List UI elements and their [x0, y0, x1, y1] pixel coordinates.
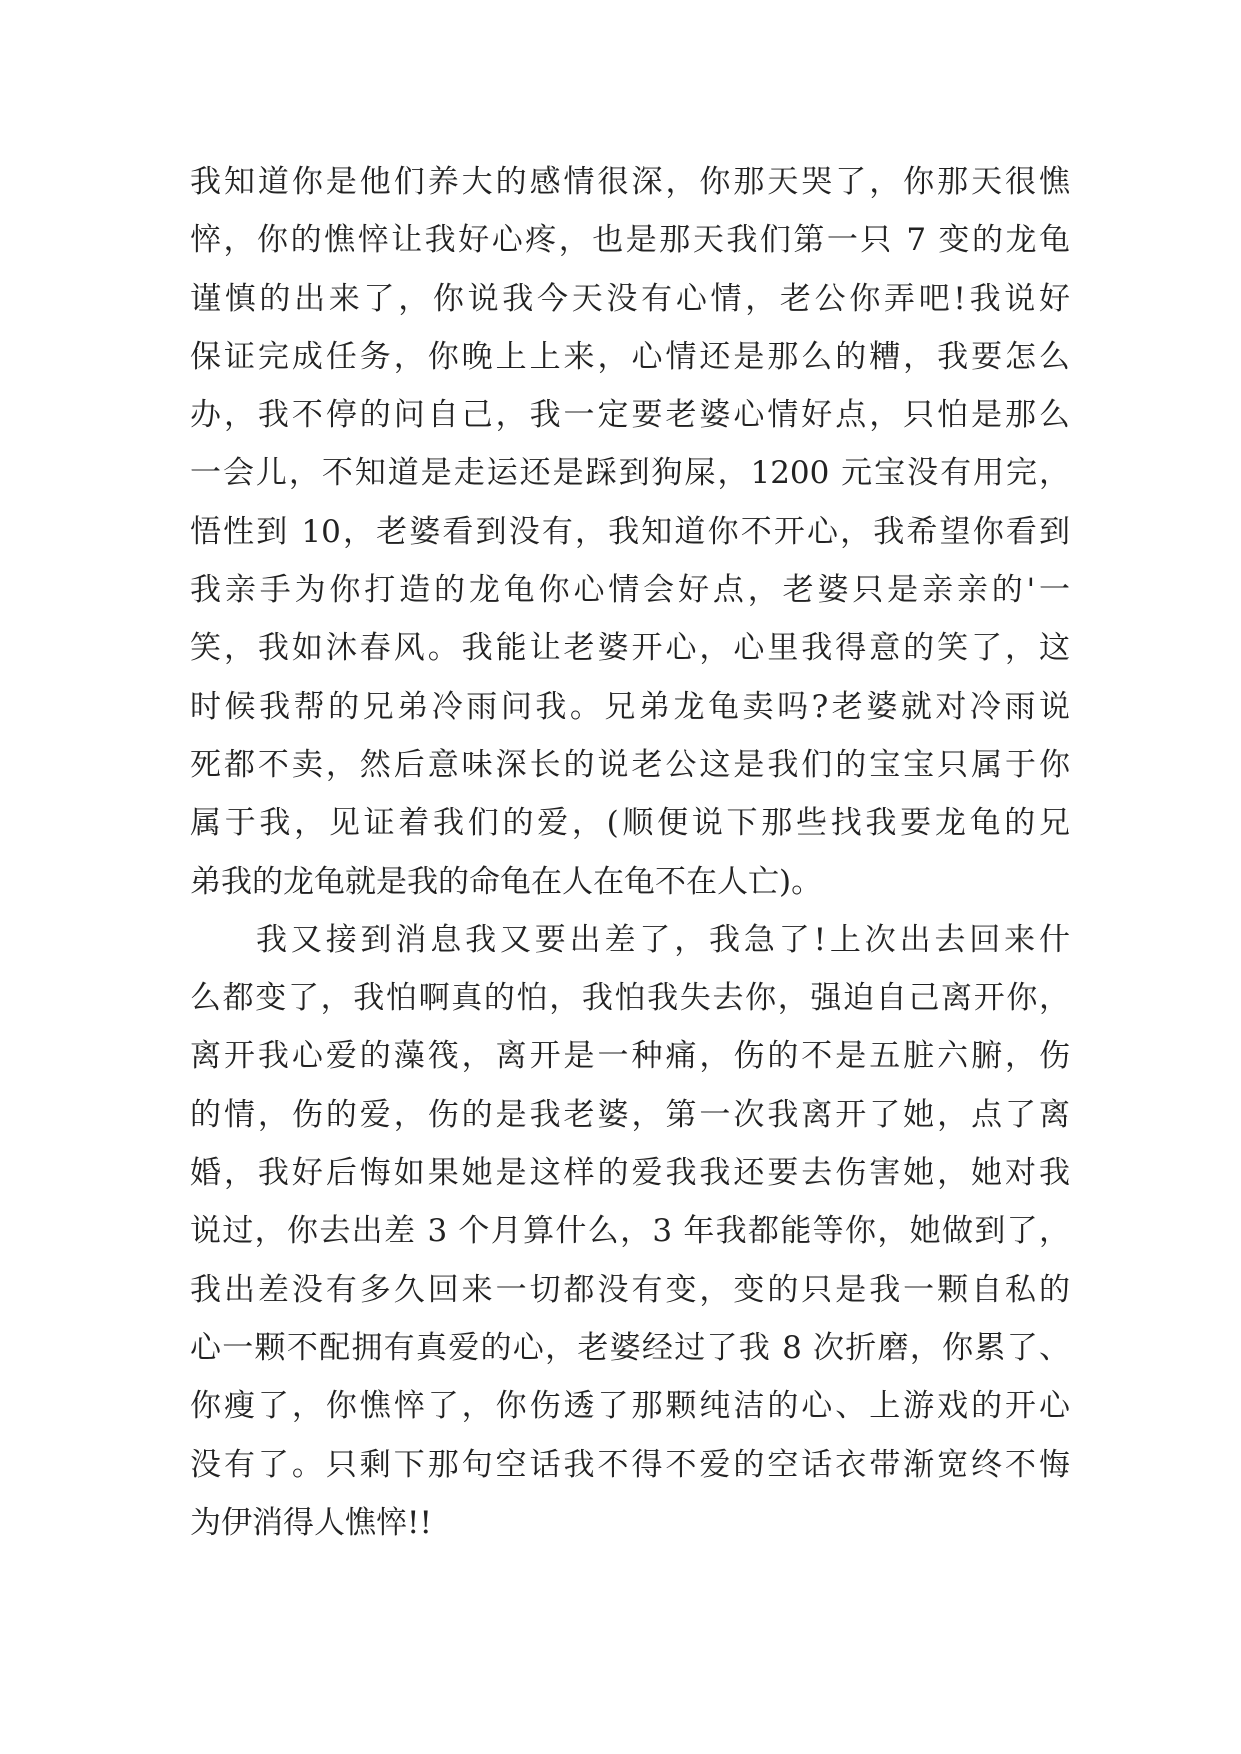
body-text [190, 162, 1070, 1561]
paragraph-2 [190, 920, 1070, 1561]
text-line: 离开我心爱的藻筏，离开是一种痛，伤的不是五脏六腑，伤 [190, 1038, 1070, 1075]
text-line: 的情，伤的爱，伤的是我老婆，第一次我离开了她，点了离 [190, 1096, 1070, 1133]
text-line: 悴，你的憔悴让我好心疼，也是那天我们第一只 7 变的龙龟 [190, 222, 1070, 259]
text-line: 谨慎的出来了，你说我今天没有心情，老公你弄吧!我说好 [190, 280, 1070, 317]
text-line: 婚，我好后悔如果她是这样的爱我我还要去伤害她，她对我 [190, 1155, 1070, 1192]
text-line: 办，我不停的问自己，我一定要老婆心情好点，只怕是那么 [190, 397, 1070, 434]
text-line: 一会儿，不知道是走运还是踩到狗屎，1200 元宝没有用完， [190, 455, 1070, 492]
text-line: 说过，你去出差 3 个月算什么，3 年我都能等你，她做到了， [190, 1213, 1070, 1250]
text-line: 时候我帮的兄弟冷雨问我。兄弟龙龟卖吗?老婆就对冷雨说 [190, 688, 1070, 725]
text-line: 弟我的龙龟就是我的命龟在人在龟不在人亡)。 [190, 863, 823, 900]
text-line: 悟性到 10，老婆看到没有，我知道你不开心，我希望你看到 [190, 513, 1070, 550]
text-line: 没有了。只剩下那句空话我不得不爱的空话衣带渐宽终不悔 [190, 1446, 1070, 1483]
text-line: 保证完成任务，你晚上上来，心情还是那么的糟，我要怎么 [190, 338, 1070, 375]
text-line: 我亲手为你打造的龙龟你心情会好点，老婆只是亲亲的'一 [190, 572, 1070, 609]
text-line: 心一颗不配拥有真爱的心，老婆经过了我 8 次折磨，你累了、 [190, 1329, 1070, 1366]
paragraph-1 [190, 162, 1070, 920]
text-line: 我又接到消息我又要出差了，我急了!上次出去回来什 [256, 921, 1070, 958]
text-line: 为伊消得人憔悴!! [190, 1504, 432, 1541]
text-line: 死都不卖，然后意味深长的说老公这是我们的宝宝只属于你 [190, 746, 1070, 783]
text-line: 属于我，见证着我们的爱，(顺便说下那些找我要龙龟的兄 [190, 805, 1070, 842]
text-line: 你瘦了，你憔悴了，你伤透了那颗纯洁的心、上游戏的开心 [190, 1388, 1070, 1425]
text-line: 么都变了，我怕啊真的怕，我怕我失去你，强迫自己离开你， [190, 980, 1070, 1017]
text-line: 我知道你是他们养大的感情很深，你那天哭了，你那天很憔 [190, 164, 1070, 200]
text-line: 笑，我如沐春风。我能让老婆开心，心里我得意的笑了，这 [190, 630, 1070, 667]
text-line: 我出差没有多久回来一切都没有变，变的只是我一颗自私的 [190, 1271, 1070, 1308]
